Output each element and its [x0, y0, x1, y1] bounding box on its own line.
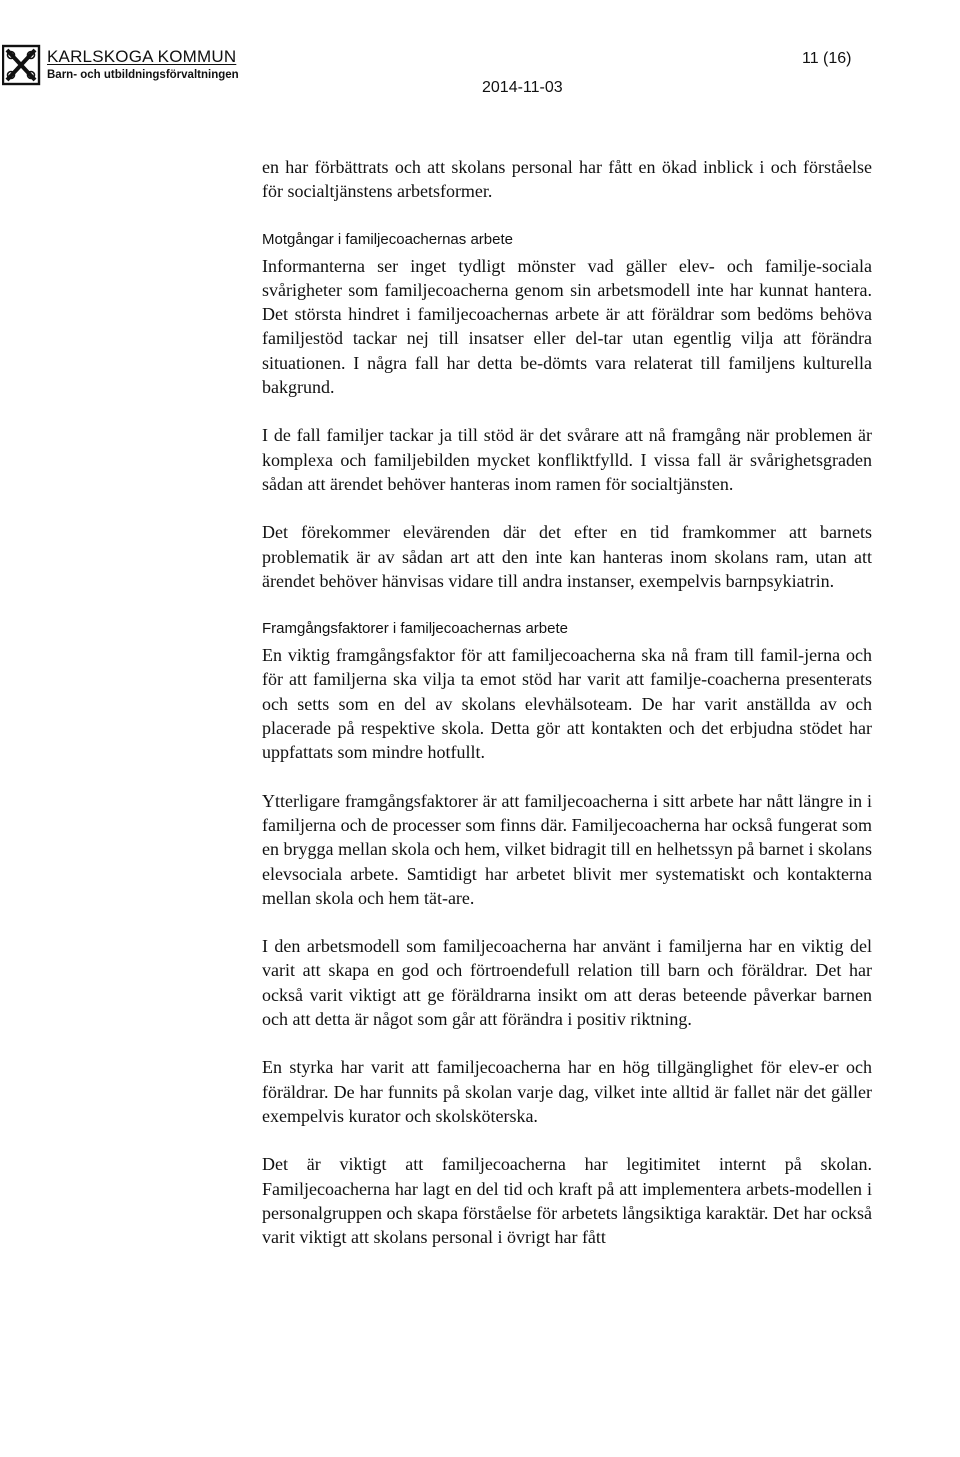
document-date: 2014-11-03	[482, 79, 563, 96]
paragraph-intro: en har förbättrats och att skolans personal har fått en ökad inblick i och förståelse för socialtjänstens arbetsformer.	[262, 157, 872, 202]
paragraph-success-3: I den arbetsmodell som familjecoacherna har använt i familjerna har en viktig del varit att skapa en god och förtroendefull relation till barn och föräldrar. Det har också varit viktigt att ge föräldrarna insikt om att deras beteende påverkar barnen och att detta är något som går att förändra i positiv riktning.	[262, 936, 872, 1030]
organization-unit: Barn- och utbildningsförvaltningen	[47, 69, 239, 81]
page-number: 11 (16)	[802, 50, 852, 67]
section-heading-success-factors: Framgångsfaktorer i familjecoachernas arbete	[262, 620, 568, 638]
municipality-logo-icon	[2, 44, 42, 88]
document-body	[262, 155, 872, 1249]
paragraph-success-5: Det är viktigt att familjecoacherna har legitimitet internt på skolan. Familjecoacherna har lagt en del tid och kraft på att implementera arbets-modellen i personalgruppen och skapa förståelse för arbetets långsiktiga karaktär. Det har också varit viktigt att skolans personal i övrigt har fått	[262, 1154, 872, 1248]
page-header	[0, 0, 960, 110]
paragraph-setbacks-3: Det förekommer elevärenden där det efter en tid framkommer att barnets problematik är av sådan art att den inte kan hanteras inom skolans ram, utan att ärendet behöver hänvisas vidare till andra instanser, exempelvis barnpsykiatrin.	[262, 522, 872, 591]
paragraph-setbacks-1: Informanterna ser inget tydligt mönster vad gäller elev- och familje-sociala svårigheter som familjecoacherna genom sin arbetsmodell inte har kunnat hantera. Det största hindret i familjecoachernas arbete är att föräldrar som bedöms behöva familjestöd tackar nej till insatser eller del-tar utan egentlig vilja att förändra situationen. I några fall har detta be-dömts vara relaterat till familjens kulturella bakgrund.	[262, 255, 872, 398]
paragraph-success-4: En styrka har varit att familjecoacherna har en hög tillgänglighet för elev-er och föräldrar. De har funnits på skolan varje dag, vilket inte alltid är fallet när det gäller exempelvis kurator och skolsköterska.	[262, 1057, 872, 1126]
paragraph-setbacks-2: I de fall familjer tackar ja till stöd är det svårare att nå framgång när problemen är komplexa och familjebilden mycket konfliktfylld. I vissa fall är svårighetsgraden sådan att ärendet behöver hanteras inom ramen för socialtjänsten.	[262, 425, 872, 494]
organization-name: KARLSKOGA KOMMUN	[47, 47, 237, 66]
organization-block	[47, 48, 239, 83]
section-heading-setbacks: Motgångar i familjecoachernas arbete	[262, 230, 513, 248]
paragraph-success-2: Ytterligare framgångsfaktorer är att familjecoacherna i sitt arbete har nått längre in i familjerna och de processer som finns där. Familjecoacherna har också fungerat som en brygga mellan skola och hem, vilket bidragit till en helhetssyn på barnet i skolans elevsociala arbete. Samtidigt har arbetet blivit mer systematiskt och kontakterna mellan skola och hem tät-are.	[262, 790, 872, 908]
paragraph-success-1: En viktig framgångsfaktor för att familjecoacherna ska nå fram till famil-jerna och för att familjerna ska vilja ta emot stöd har varit att familje-coacherna presenterats och setts som en del av skolans elevhälsoteam. De har varit anställda av och placerade på respektive skola. Detta gör att kontakten och det erbjudna stödet har uppfattats som mindre hotfullt.	[262, 645, 872, 763]
